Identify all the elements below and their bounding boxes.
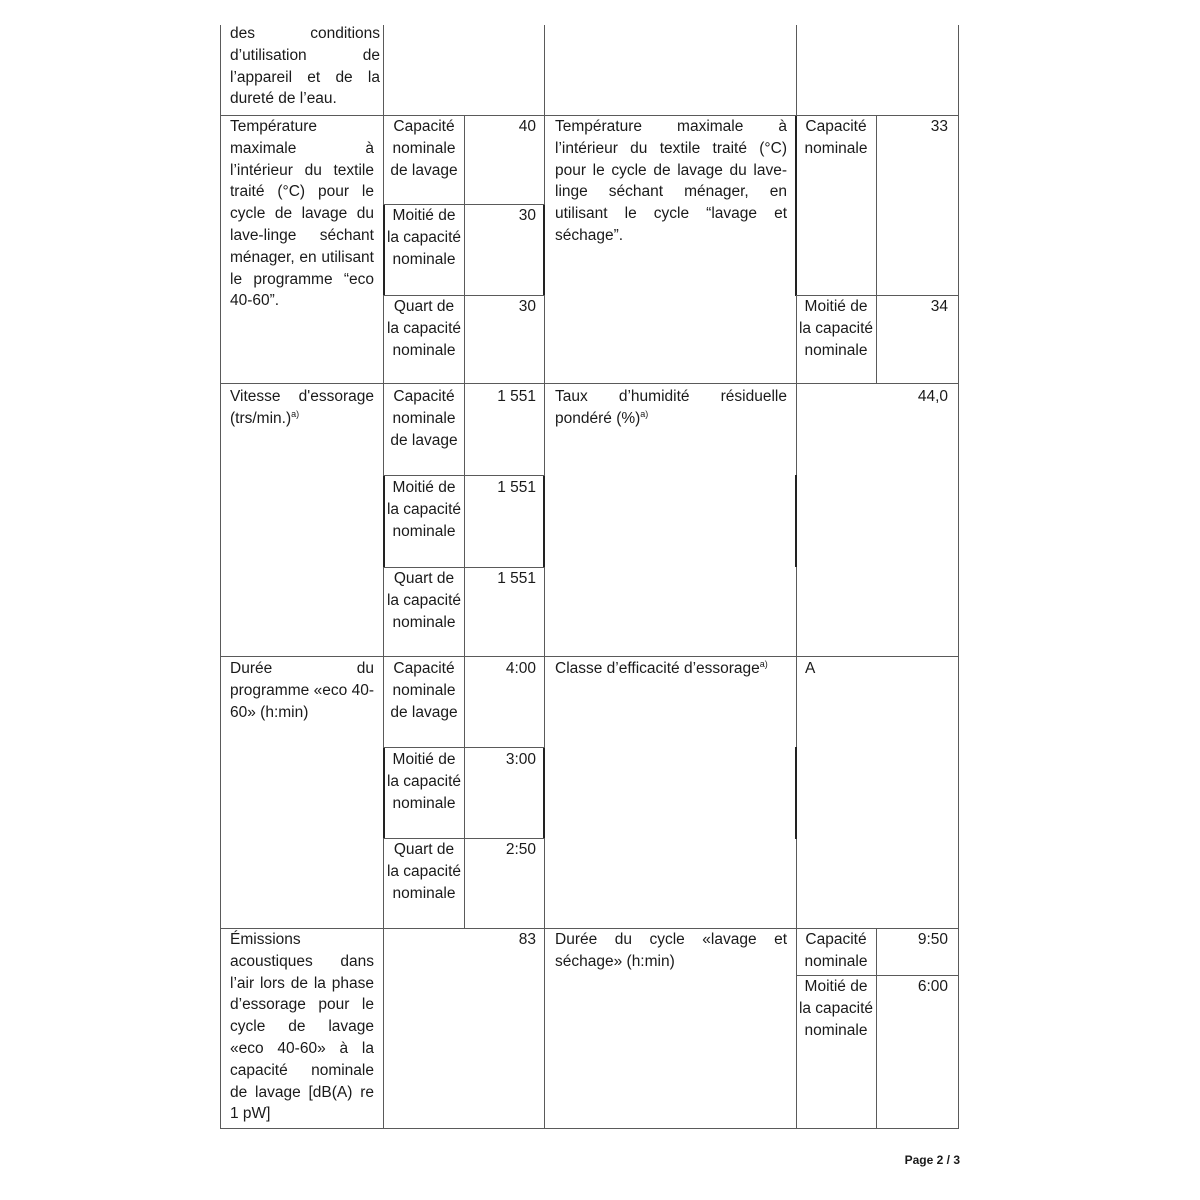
row2-right-footnote: a) xyxy=(640,408,649,419)
row3-right-label-text: Classe d’efficacité d’essorage xyxy=(555,660,760,677)
row1-sub2-value: 30 xyxy=(518,207,536,224)
row1-right-label: Température maximale à l’intérieur du textile traité (°C) pour le cycle de lavage du lave-linge séchant ménager, en utilisant le cycle “lavage et séchage”. xyxy=(555,118,787,244)
row3-sub1-value: 4:00 xyxy=(505,660,536,677)
row2-sub3-label: Quart de la capacité nominale xyxy=(386,570,462,631)
row2-left-label-text: Vitesse d'essorage (trs/min.) xyxy=(230,388,374,427)
row1-right-sub2-label: Moitié de la capacité nominale xyxy=(798,298,874,359)
row2-right-value: 44,0 xyxy=(917,388,948,405)
row2-right-label-text: Taux d’humidité résiduelle pondéré (%) xyxy=(555,388,787,427)
row3-right-footnote: a) xyxy=(759,659,768,669)
row1-sub1-label: Capacité nominale de lavage xyxy=(390,118,458,179)
row4-right-sub1-value: 9:50 xyxy=(917,931,948,948)
row1-sub1-value: 40 xyxy=(518,118,536,135)
row2-sub1-value: 1 551 xyxy=(497,388,536,405)
row3-left-label: Durée du programme «eco 40-60» (h:min) xyxy=(230,660,374,721)
row3-sub2-label: Moitié de la capacité nominale xyxy=(386,751,462,812)
row3-sub1-label: Capacité nominale de lavage xyxy=(390,660,458,721)
row4-left-label: Émissions acoustiques dans l’air lors de la phase d’essorage pour le cycle de lavage «eco 40-60» à la capacité nominale de lavage [dB(A) re 1 pW] xyxy=(230,931,374,1123)
row1-sub3-value: 30 xyxy=(518,298,536,315)
row1-right-sub1-value: 33 xyxy=(930,118,948,135)
row3-right-value: A xyxy=(805,660,816,677)
row3-right-label xyxy=(555,658,791,680)
row4-right-label: Durée du cycle «lavage et séchage» (h:min) xyxy=(555,931,787,970)
row1-right-sub1-label: Capacité nominale xyxy=(804,118,868,157)
row2-sub2-value: 1 551 xyxy=(497,479,536,496)
row2-left-footnote: a) xyxy=(291,408,300,419)
row1-sub2-label: Moitié de la capacité nominale xyxy=(386,207,462,268)
row2-left-label xyxy=(230,386,374,430)
row3-sub3-value: 2:50 xyxy=(505,841,536,858)
row4-left-value: 83 xyxy=(518,931,536,948)
row2-sub1-label: Capacité nominale de lavage xyxy=(390,388,458,449)
row4-right-sub2-label: Moitié de la capacité nominale xyxy=(798,978,874,1039)
row2-right-label xyxy=(555,386,787,430)
row1-right-sub2-value: 34 xyxy=(930,298,948,315)
row1-sub3-label: Quart de la capacité nominale xyxy=(386,298,462,359)
row4-right-sub2-value: 6:00 xyxy=(917,978,948,995)
row4-right-sub1-label: Capacité nominale xyxy=(804,931,868,970)
row2-sub3-value: 1 551 xyxy=(497,570,536,587)
row3-sub3-label: Quart de la capacité nominale xyxy=(386,841,462,902)
row1-left-label: Température maximale à l’intérieur du textile traité (°C) pour le cycle de lavage du lave-linge séchant ménager, en utilisant le programme “eco 40-60”. xyxy=(230,118,374,310)
page-number: Page 2 / 3 xyxy=(904,1153,960,1167)
row2-sub2-label: Moitié de la capacité nominale xyxy=(386,479,462,540)
row3-sub2-value: 3:00 xyxy=(505,751,536,768)
row0-left-text: des conditions d’utilisation de l’appareil et de la dureté de l’eau. xyxy=(230,25,380,108)
